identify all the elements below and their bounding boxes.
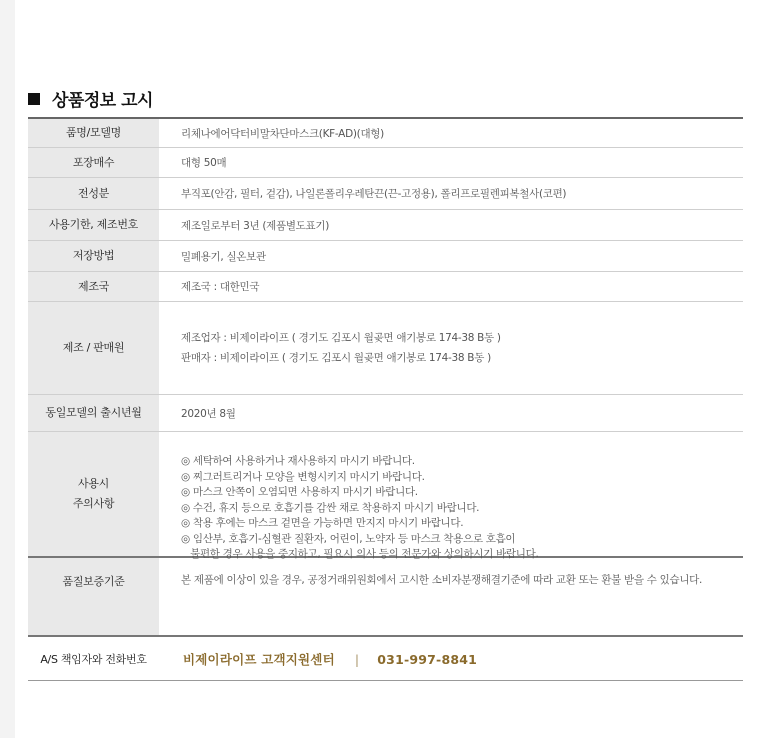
as-contact bbox=[159, 650, 477, 668]
precaution-item: ◎ 착용 후에는 마스크 겉면을 가능하면 만지지 마시기 바랍니다. bbox=[181, 517, 464, 529]
as-label: A/S 책임자와 전화번호 bbox=[40, 652, 147, 666]
quality-text: 본 제품에 이상이 있을 경우, 공정거래위원회에서 고시한 소비자분쟁해결기준에 따라 교환 또는 환불 받을 수 있습니다. bbox=[181, 574, 703, 586]
precaution-item: 불편한 경우 사용을 중지하고, 필요시 의사 등의 전문가와 상의하시기 바랍니다. bbox=[181, 548, 539, 560]
row-label bbox=[28, 432, 159, 556]
row-value: 대형 50매 bbox=[181, 157, 227, 169]
as-contact-row bbox=[28, 637, 743, 681]
row-label: 포장매수 bbox=[28, 148, 159, 177]
square-bullet-icon bbox=[28, 93, 40, 105]
row-label-line: 주의사항 bbox=[72, 497, 115, 510]
info-row-expiry bbox=[28, 210, 743, 241]
row-label: 저장방법 bbox=[28, 241, 159, 271]
row-label: 품명/모델명 bbox=[28, 119, 159, 147]
row-value: 부직포(안감, 필터, 겉감), 나일론폴리우레탄끈(끈-고정용), 폴리프로필렌피복철사(코편) bbox=[181, 188, 567, 200]
row-value: 2020년 8월 bbox=[181, 407, 236, 420]
row-value: 밀폐용기, 실온보관 bbox=[181, 250, 266, 263]
row-value: 제조국 : 대한민국 bbox=[181, 281, 260, 293]
product-info-table bbox=[28, 117, 743, 681]
as-phone[interactable]: 031-997-8841 bbox=[377, 651, 478, 667]
as-separator: | bbox=[354, 651, 360, 667]
info-row-ingredients bbox=[28, 178, 743, 210]
row-value: 제조일로부터 3년 (제품별도표기) bbox=[181, 219, 330, 232]
precaution-item: ◎ 찌그러트리거나 모양을 변형시키지 마시기 바랍니다. bbox=[181, 470, 425, 483]
info-row-product-name bbox=[28, 117, 743, 148]
info-row-quality bbox=[28, 558, 743, 637]
info-row-country bbox=[28, 272, 743, 302]
row-value bbox=[159, 558, 743, 635]
row-label-line: 사용시 bbox=[78, 477, 109, 490]
info-row-storage bbox=[28, 241, 743, 272]
row-label: 사용기한, 제조번호 bbox=[28, 210, 159, 240]
row-value bbox=[159, 302, 743, 394]
precaution-item: ◎ 세탁하여 사용하거나 재사용하지 마시기 바랍니다. bbox=[181, 455, 415, 467]
precaution-item: ◎ 수건, 휴지 등으로 호흡기를 감싼 채로 착용하지 마시기 바랍니다. bbox=[181, 501, 480, 514]
info-row-pack-count bbox=[28, 148, 743, 178]
left-margin-strip bbox=[0, 0, 15, 738]
manufacturer-line: 제조업자 : 비제이라이프 ( 경기도 김포시 월곶면 애기봉로 174-38 B동 ) bbox=[181, 332, 501, 344]
precautions-list bbox=[159, 432, 743, 560]
row-label: 품질보증기준 bbox=[28, 558, 159, 635]
row-label: 제조 / 판매원 bbox=[28, 302, 159, 394]
row-label: 제조국 bbox=[28, 272, 159, 301]
precaution-item: ◎ 마스크 안쪽이 오염되면 사용하지 마시기 바랍니다. bbox=[181, 486, 418, 498]
row-value: 리체나에어닥터비말차단마스크(KF-AD)(대형) bbox=[181, 127, 384, 140]
section-title bbox=[28, 86, 153, 111]
precaution-item: ◎ 임산부, 호흡기-심혈관 질환자, 어린이, 노약자 등 마스크 착용으로 호흡이 bbox=[181, 532, 516, 545]
info-row-manufacturer bbox=[28, 302, 743, 395]
row-label: 동일모델의 출시년월 bbox=[28, 395, 159, 431]
row-label: 전성분 bbox=[28, 178, 159, 209]
info-row-precautions bbox=[28, 432, 743, 558]
as-company: 비제이라이프 고객지원센터 bbox=[183, 651, 335, 667]
section-title-text: 상품정보 고시 bbox=[52, 91, 153, 111]
info-row-release-date bbox=[28, 395, 743, 432]
seller-line: 판매자 : 비제이라이프 ( 경기도 김포시 월곶면 애기봉로 174-38 B동 ) bbox=[181, 352, 491, 364]
